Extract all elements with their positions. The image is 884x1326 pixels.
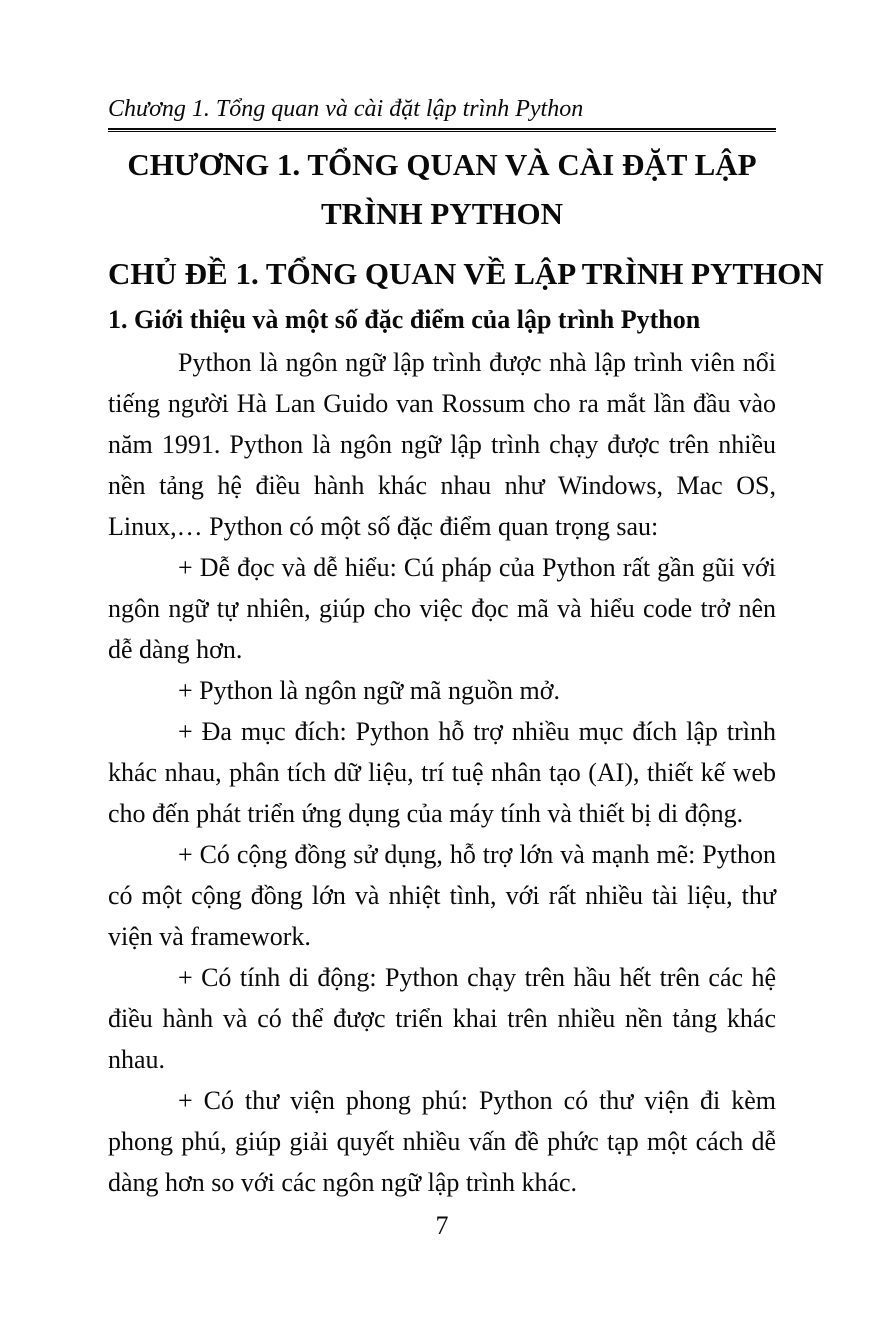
body-text (108, 342, 776, 1203)
paragraph: Python là ngôn ngữ lập trình được nhà lập trình viên nổi tiếng người Hà Lan Guido van Rossum cho ra mắt lần đầu vào năm 1991. Python là ngôn ngữ lập trình chạy được trên nhiều nền tảng hệ điều hành khác nhau như Windows, Mac OS, Linux,… Python có một số đặc điểm quan trọng sau: (108, 348, 776, 541)
header-rule (108, 128, 776, 132)
chapter-title-line2: TRÌNH PYTHON (321, 196, 563, 231)
paragraph: + Có thư viện phong phú: Python có thư viện đi kèm phong phú, giúp giải quyết nhiều vấn đề phức tạp một cách dễ dàng hơn so với các ngôn ngữ lập trình khác. (108, 1086, 776, 1197)
paragraph: + Có cộng đồng sử dụng, hỗ trợ lớn và mạnh mẽ: Python có một cộng đồng lớn và nhiệt tình, với rất nhiều tài liệu, thư viện và framework. (108, 840, 776, 951)
paragraph: + Có tính di động: Python chạy trên hầu hết trên các hệ điều hành và có thể được triển khai trên nhiều nền tảng khác nhau. (108, 963, 776, 1074)
paragraph: + Đa mục đích: Python hỗ trợ nhiều mục đích lập trình khác nhau, phân tích dữ liệu, trí tuệ nhân tạo (AI), thiết kế web cho đến phát triển ứng dụng của máy tính và thiết bị di động. (108, 717, 776, 828)
paragraph: + Python là ngôn ngữ mã nguồn mở. (178, 676, 560, 705)
chapter-title (108, 140, 776, 238)
chapter-title-line1: CHƯƠNG 1. TỔNG QUAN VÀ CÀI ĐẶT LẬP (127, 147, 757, 182)
running-head: Chương 1. Tổng quan và cài đặt lập trình Python (108, 96, 584, 122)
paragraph: + Dễ đọc và dễ hiểu: Cú pháp của Python rất gần gũi với ngôn ngữ tự nhiên, giúp cho việc đọc mã và hiểu code trở nên dễ dàng hơn. (108, 553, 776, 664)
page-number: 7 (435, 1211, 449, 1240)
topic-heading: CHỦ ĐỀ 1. TỔNG QUAN VỀ LẬP TRÌNH PYTHON (108, 256, 824, 291)
section-heading: 1. Giới thiệu và một số đặc điểm của lập trình Python (108, 305, 701, 334)
